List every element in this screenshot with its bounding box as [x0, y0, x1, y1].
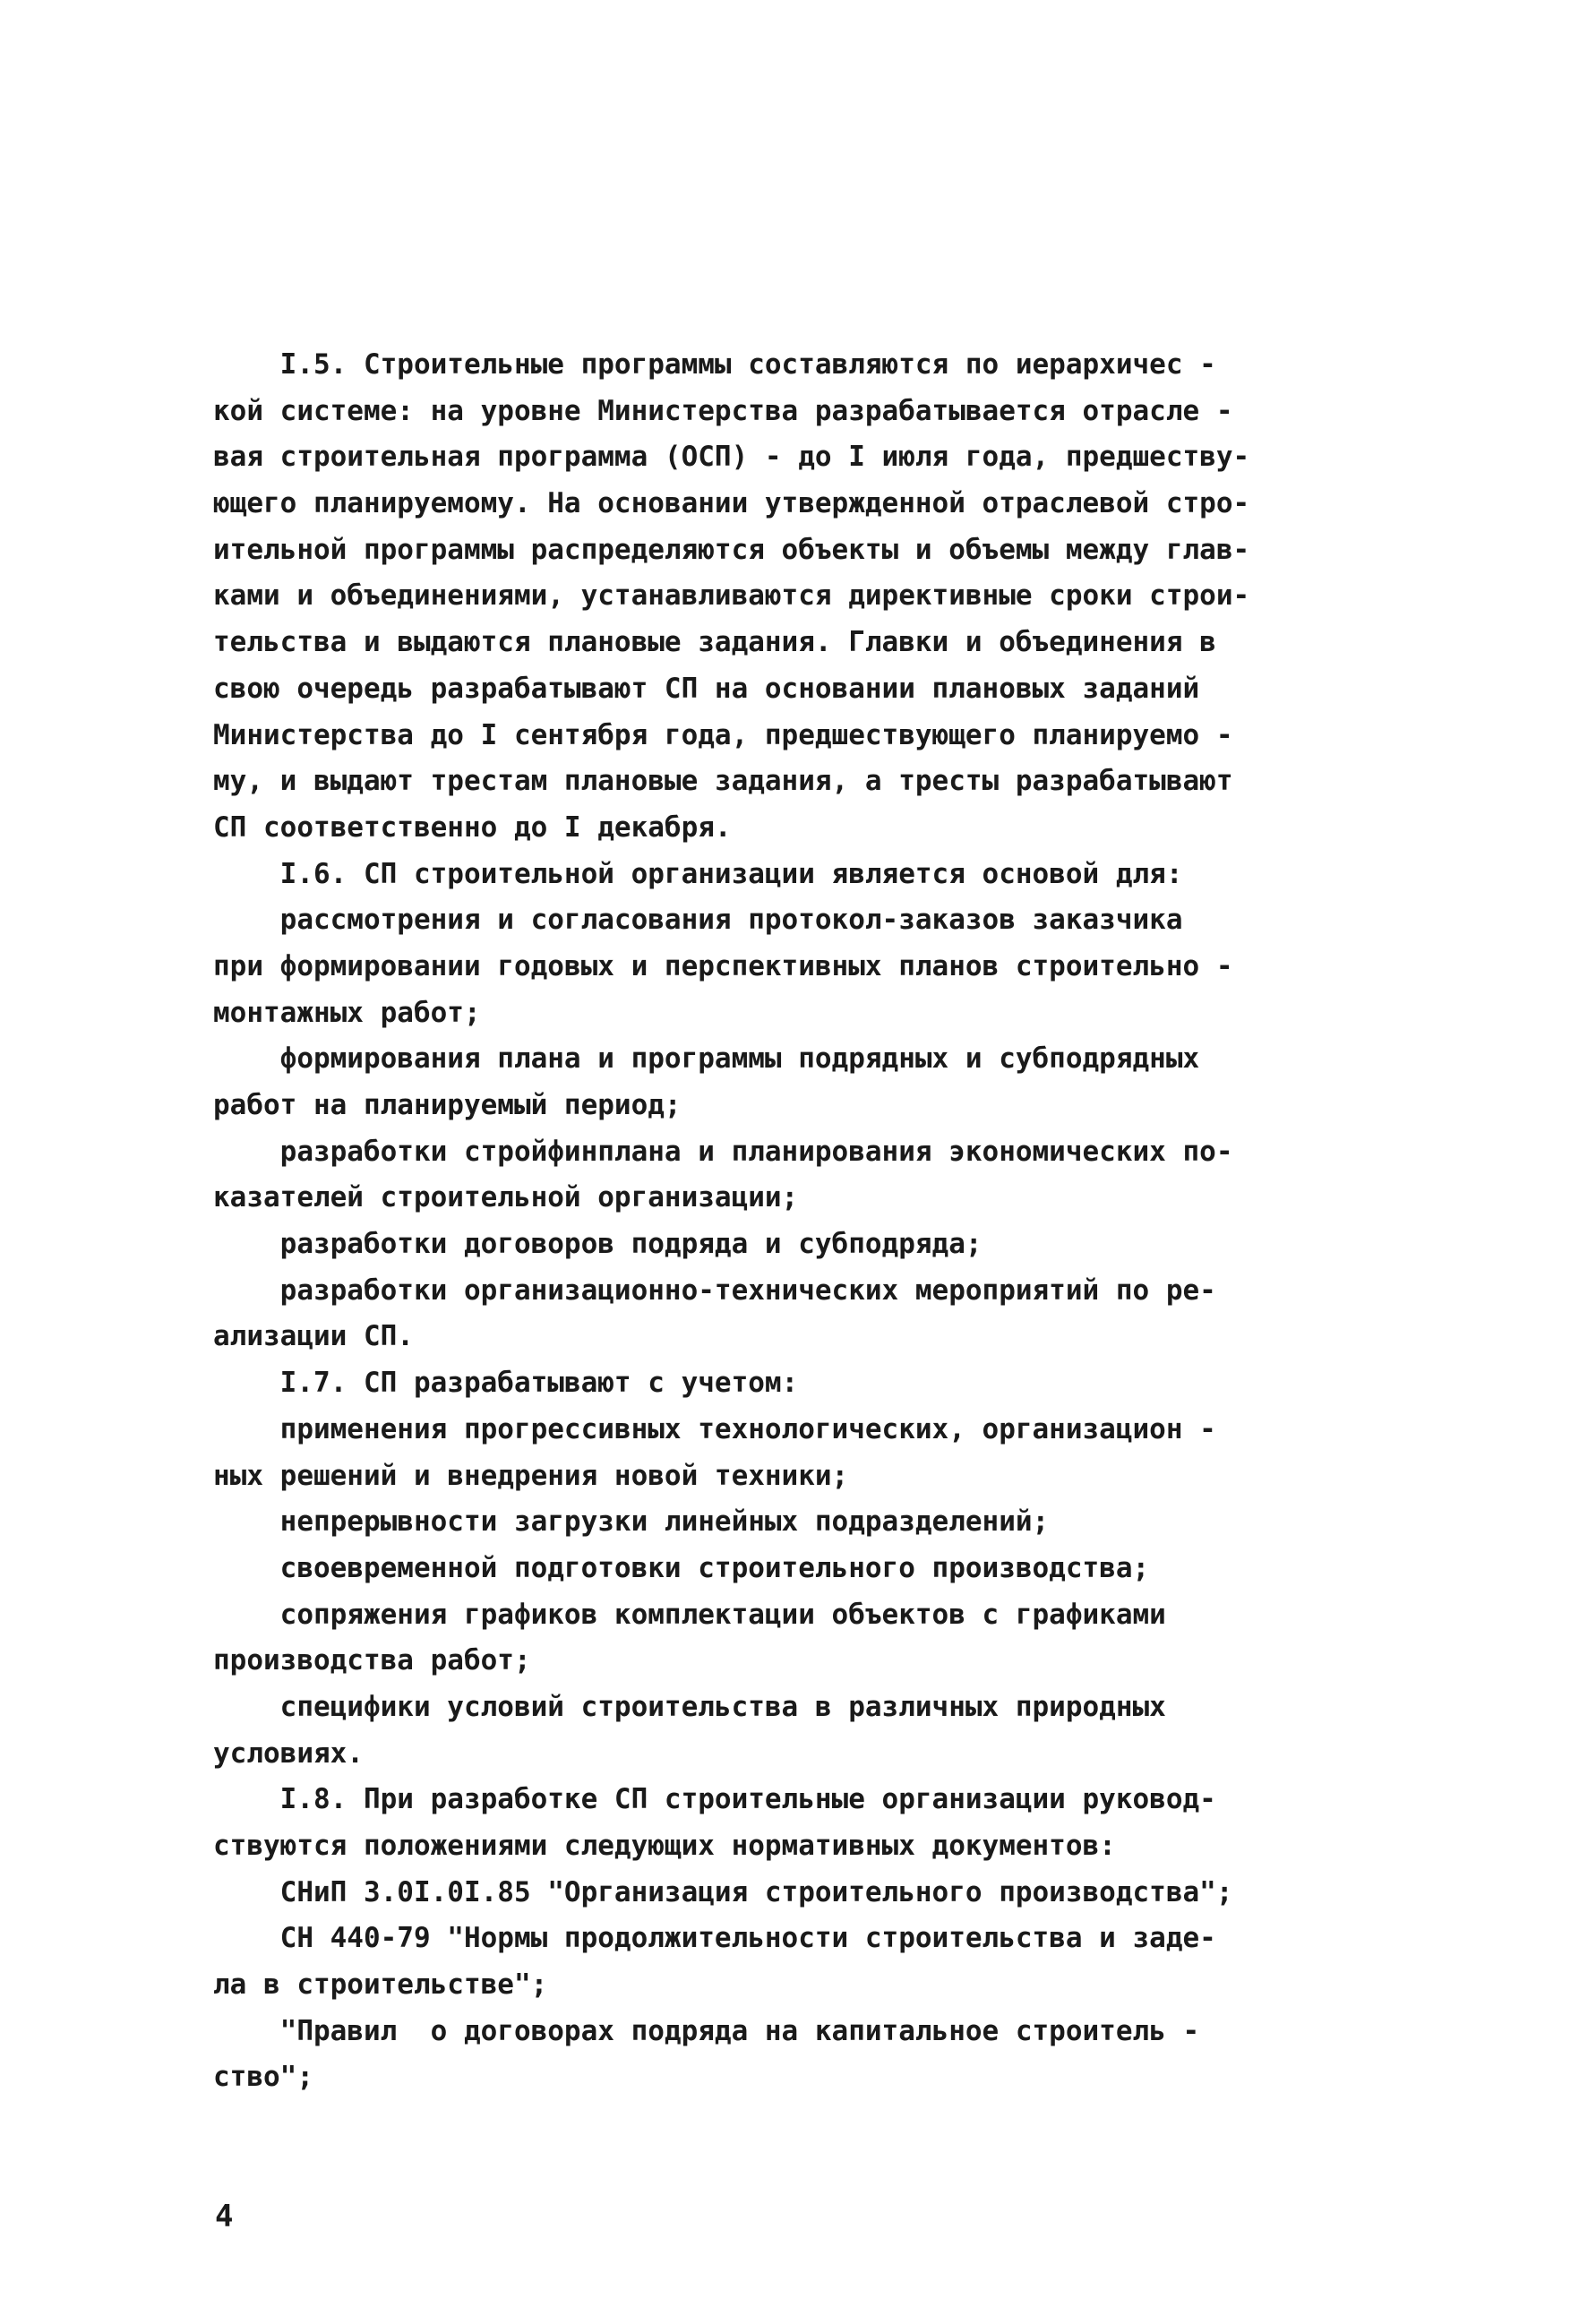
text-line: монтажных работ; [213, 996, 481, 1029]
text-line: специфики условий строительства в различных природных [213, 1690, 1166, 1723]
document-body [213, 342, 1377, 2101]
text-line: ствуются положениями следующих нормативных документов: [213, 1830, 1116, 1862]
text-line: ками и объединениями, устанавливаются директивные сроки строи- [213, 579, 1250, 613]
text-line: му, и выдают трестам плановые задания, а тресты разрабатывают [213, 765, 1233, 798]
text-line: СП соответственно до I декабря. [213, 810, 732, 844]
text-line: непрерывности загрузки линейных подразделений; [213, 1505, 1050, 1539]
text-line: свою очередь разрабатывают СП на основании плановых заданий [213, 672, 1200, 705]
text-line: вая строительная программа (ОСП) - до I июля года, предшеству- [213, 441, 1250, 474]
text-line: СН 440-79 "Нормы продолжительности строительства и заде- [213, 1922, 1216, 1955]
text-line: ализации СП. [213, 1320, 414, 1353]
text-line: применения прогрессивных технологических, организацион - [213, 1412, 1216, 1445]
text-line: "Правил о договорах подряда на капитальное строитель - [213, 2014, 1200, 2047]
text-line: при формировании годовых и перспективных планов строительно - [213, 949, 1233, 982]
text-line: тельства и выдаются плановые задания. Главки и объединения в [213, 626, 1216, 659]
text-line: производства работ; [213, 1644, 531, 1677]
text-line: разработки договоров подряда и субподряда; [213, 1228, 983, 1261]
text-line: I.6. СП строительной организации является основой для: [213, 857, 1183, 890]
text-line: ительной программы распределяются объекты и объемы между глав- [213, 533, 1250, 566]
text-line: Министерства до I сентября года, предшествующего планируемо - [213, 718, 1233, 751]
text-line: условиях. [213, 1737, 364, 1770]
text-line: рассмотрения и согласования протокол-заказов заказчика [213, 904, 1183, 937]
text-line: I.8. При разработке СП строительные организации руковод- [213, 1783, 1216, 1816]
text-line: кой системе: на уровне Министерства разрабатывается отрасле - [213, 394, 1233, 427]
text-line: работ на планируемый период; [213, 1089, 682, 1121]
text-line: I.7. СП разрабатывают с учетом: [213, 1367, 799, 1400]
text-line: ющего планируемому. На основании утвержденной отраслевой стро- [213, 487, 1250, 520]
text-line: I.5. Строительные программы составляются по иерархичес - [213, 348, 1216, 381]
text-line: СНиП 3.0I.0I.85 "Организация строительного производства"; [213, 1875, 1233, 1908]
text-line: ных решений и внедрения новой техники; [213, 1459, 849, 1492]
text-line: своевременной подготовки строительного производства; [213, 1551, 1150, 1584]
text-line: ла в строительстве"; [213, 1968, 548, 2002]
text-line: формирования плана и программы подрядных и субподрядных [213, 1042, 1200, 1076]
text-line: ство"; [213, 2061, 313, 2094]
text-line: разработки организационно-технических мероприятий по ре- [213, 1273, 1216, 1307]
text-line: разработки стройфинплана и планирования экономических по- [213, 1135, 1233, 1168]
text-line: сопряжения графиков комплектации объектов с графиками [213, 1598, 1166, 1631]
text-line: казателей строительной организации; [213, 1181, 799, 1214]
page-number: 4 [215, 2199, 234, 2234]
